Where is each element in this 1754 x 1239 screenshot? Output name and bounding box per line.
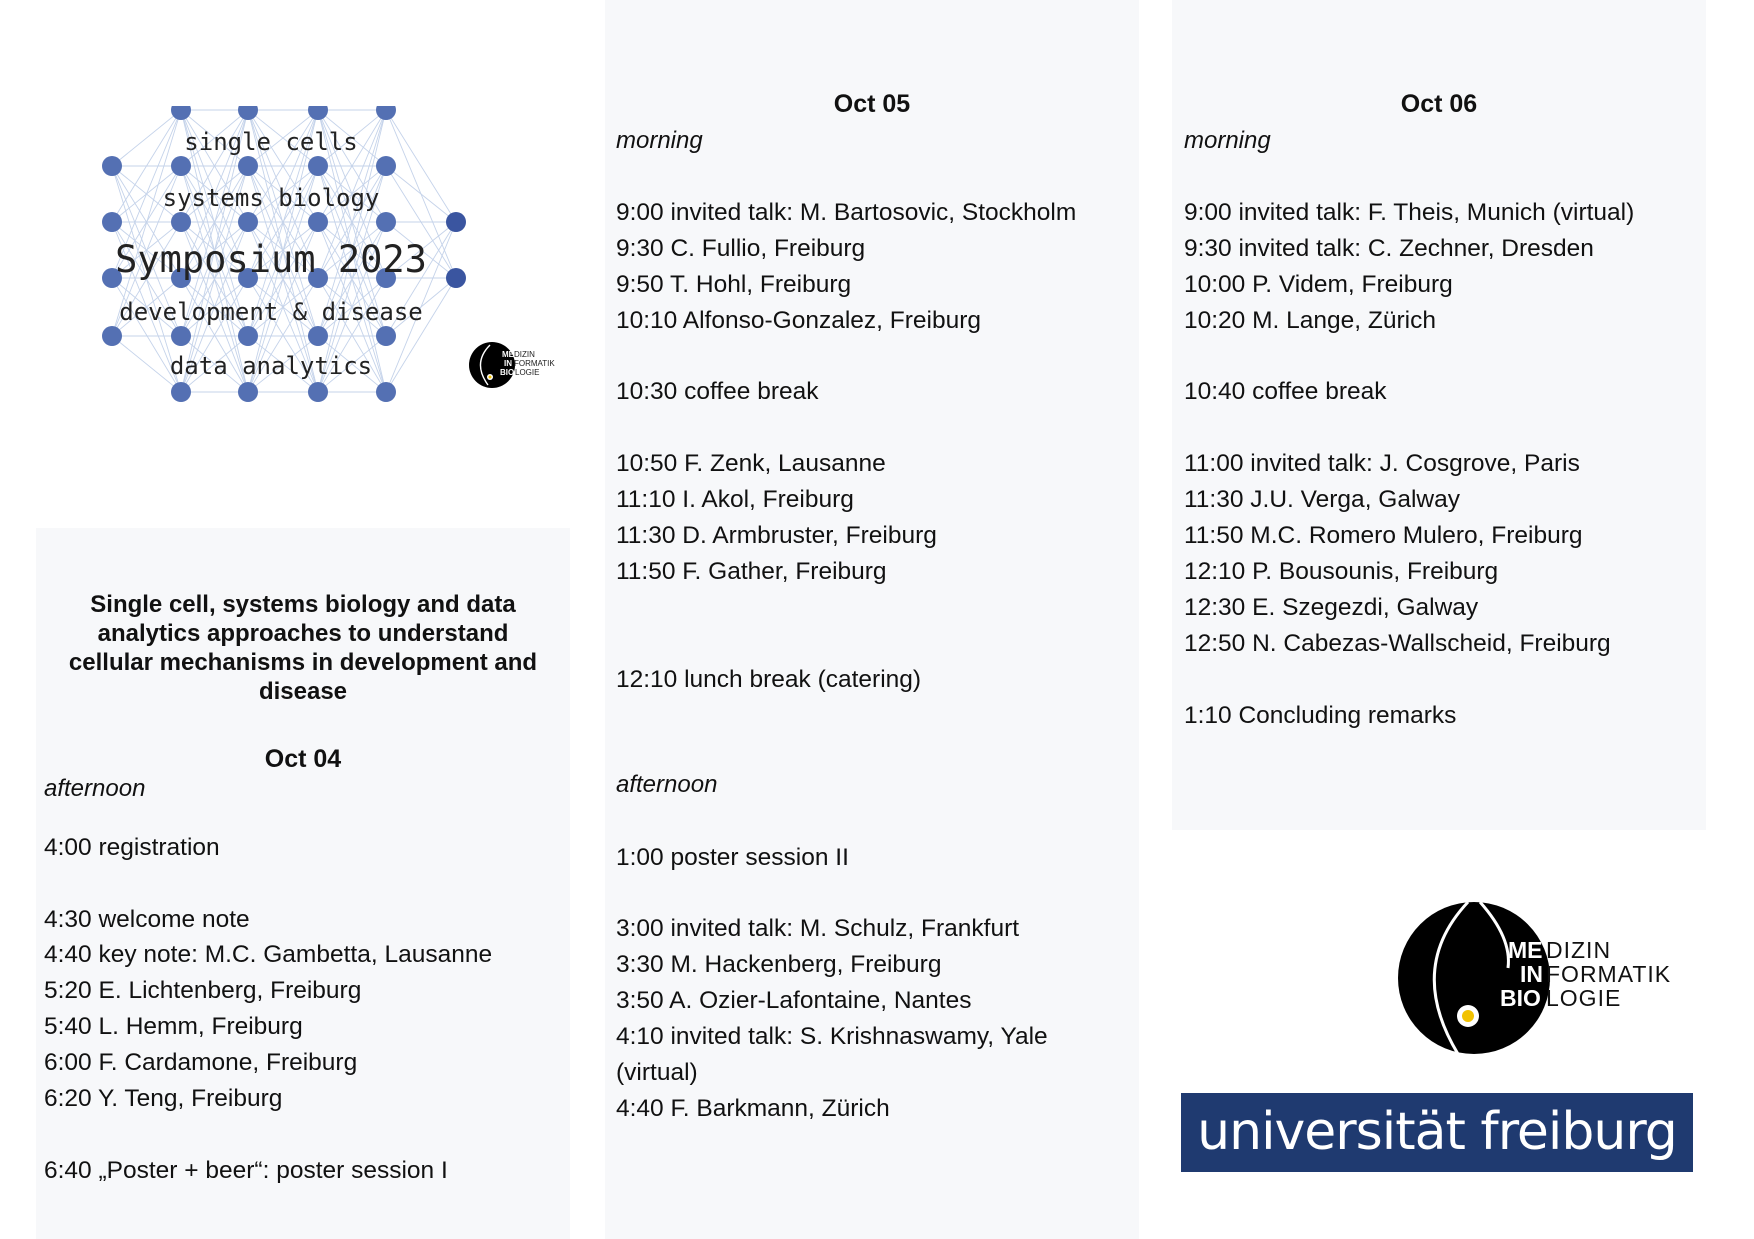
schedule-entry: 10:10 Alfonso-Gonzalez, Freiburg [616, 307, 981, 334]
universitaet-freiburg-logo: universität freiburg [1181, 1093, 1693, 1172]
network-node [308, 106, 328, 120]
mib-big-me: ME [1508, 937, 1543, 963]
logo-line-systems-biology: systems biology [162, 184, 380, 212]
network-node [102, 156, 122, 176]
mib-big-logie: LOGIE [1546, 985, 1622, 1011]
mib-big-in: IN [1520, 961, 1543, 987]
schedule-entry: 10:50 F. Zenk, Lausanne [616, 450, 886, 477]
mib-big-dizin: DIZIN [1546, 937, 1612, 963]
day-heading-oct04: Oct 04 [264, 745, 342, 773]
logo-line-development-disease: development & disease [119, 298, 423, 326]
network-node [376, 212, 396, 232]
logo-line-single-cells: single cells [184, 128, 358, 156]
schedule-entry: 10:00 P. Videm, Freiburg [1184, 271, 1453, 298]
schedule-entry: 3:30 M. Hackenberg, Freiburg [616, 951, 942, 978]
schedule-entry: 11:50 M.C. Romero Mulero, Freiburg [1184, 522, 1583, 549]
schedule-entry: 6:40 „Poster + beer“: poster session I [44, 1157, 448, 1184]
schedule-entry: 4:40 key note: M.C. Gambetta, Lausanne [44, 941, 493, 968]
schedule-entry: 3:00 invited talk: M. Schulz, Frankfurt [616, 915, 1020, 942]
network-node [376, 382, 396, 402]
schedule-entry: 9:30 C. Fullio, Freiburg [616, 235, 866, 262]
schedule-entry: 9:50 T. Hohl, Freiburg [616, 271, 852, 298]
network-node [446, 268, 466, 288]
network-node [308, 382, 328, 402]
network-node [308, 156, 328, 176]
schedule-entry: 5:40 L. Hemm, Freiburg [44, 1013, 303, 1040]
network-node [446, 212, 466, 232]
network-node [308, 326, 328, 346]
schedule-entry: 3:50 A. Ozier-Lafontaine, Nantes [616, 987, 972, 1014]
mib-logo-small [469, 342, 555, 388]
network-node [238, 212, 258, 232]
mib-small-bio: BIO [500, 368, 515, 377]
schedule-entry: 12:50 N. Cabezas-Wallscheid, Freiburg [1184, 630, 1611, 657]
mib-big-bio: BIO [1500, 985, 1541, 1011]
panel-oct05 [605, 0, 1139, 1239]
schedule-entry: 9:00 invited talk: M. Bartosovic, Stockholm [616, 199, 1077, 226]
network-node [102, 212, 122, 232]
schedule-entry: 4:40 F. Barkmann, Zürich [616, 1095, 890, 1122]
logo-title: Symposium 2023 [115, 238, 427, 281]
schedule-entry: 6:00 F. Cardamone, Freiburg [44, 1049, 358, 1076]
network-node [171, 212, 191, 232]
logo-line-data-analytics: data analytics [169, 352, 373, 380]
medizin-informatik-biologie-logo [1396, 898, 1686, 1058]
network-node [376, 326, 396, 346]
period-oct05-morning: morning [616, 127, 703, 154]
symposium-subtitle: Single cell, systems biology and data analytics approaches to understand cellular mechanisms in development and disease [68, 591, 538, 705]
mib-small-in: IN [504, 359, 512, 368]
schedule-entry: 10:20 M. Lange, Zürich [1184, 307, 1436, 334]
network-node [238, 326, 258, 346]
schedule-entry: 4:00 registration [44, 834, 220, 861]
mib-small-logie: LOGIE [515, 368, 540, 377]
network-node [102, 326, 122, 346]
day-heading-oct05: Oct 05 [833, 90, 911, 118]
schedule-entry: 11:00 invited talk: J. Cosgrove, Paris [1184, 450, 1580, 477]
schedule-entry: 11:50 F. Gather, Freiburg [616, 558, 887, 585]
schedule-entry: 1:10 Concluding remarks [1184, 702, 1457, 729]
schedule-entry: 11:30 J.U. Verga, Galway [1184, 486, 1460, 513]
mib-small-formatik: FORMATIK [514, 359, 555, 368]
mib-small-dizin: DIZIN [514, 350, 535, 359]
schedule-entry: 11:10 I. Akol, Freiburg [616, 486, 854, 513]
network-node [308, 212, 328, 232]
network-node [376, 106, 396, 120]
network-node [171, 106, 191, 120]
network-node [238, 156, 258, 176]
network-node [238, 382, 258, 402]
schedule-entry: 10:30 coffee break [616, 378, 819, 405]
network-node [376, 156, 396, 176]
schedule-entry: 9:00 invited talk: F. Theis, Munich (virtual) [1184, 199, 1635, 226]
schedule-entry: 4:30 welcome note [44, 906, 250, 933]
schedule-entry: 4:10 invited talk: S. Krishnaswamy, Yale [616, 1023, 1048, 1050]
mib-big-formatik: FORMATIK [1546, 961, 1672, 987]
network-node [171, 326, 191, 346]
schedule-entry: 12:10 P. Bousounis, Freiburg [1184, 558, 1499, 585]
schedule-entry: (virtual) [616, 1059, 698, 1086]
schedule-entry: 12:10 lunch break (catering) [616, 666, 922, 693]
schedule-entry: 1:00 poster session II [616, 844, 849, 871]
period-oct05-afternoon: afternoon [616, 771, 718, 798]
schedule-entry: 6:20 Y. Teng, Freiburg [44, 1085, 283, 1112]
mib-small-me: ME [502, 350, 514, 359]
network-node [238, 106, 258, 120]
schedule-entry: 9:30 invited talk: C. Zechner, Dresden [1184, 235, 1594, 262]
schedule-entry: 12:30 E. Szegezdi, Galway [1184, 594, 1479, 621]
period-oct06-morning: morning [1184, 127, 1271, 154]
network-node [171, 156, 191, 176]
period-oct04-afternoon: afternoon [44, 775, 146, 802]
symposium-network-logo [96, 106, 558, 458]
schedule-entry: 10:40 coffee break [1184, 378, 1387, 405]
schedule-entry: 5:20 E. Lichtenberg, Freiburg [44, 977, 362, 1004]
day-heading-oct06: Oct 06 [1400, 90, 1478, 118]
network-node [171, 382, 191, 402]
schedule-entry: 11:30 D. Armbruster, Freiburg [616, 522, 937, 549]
